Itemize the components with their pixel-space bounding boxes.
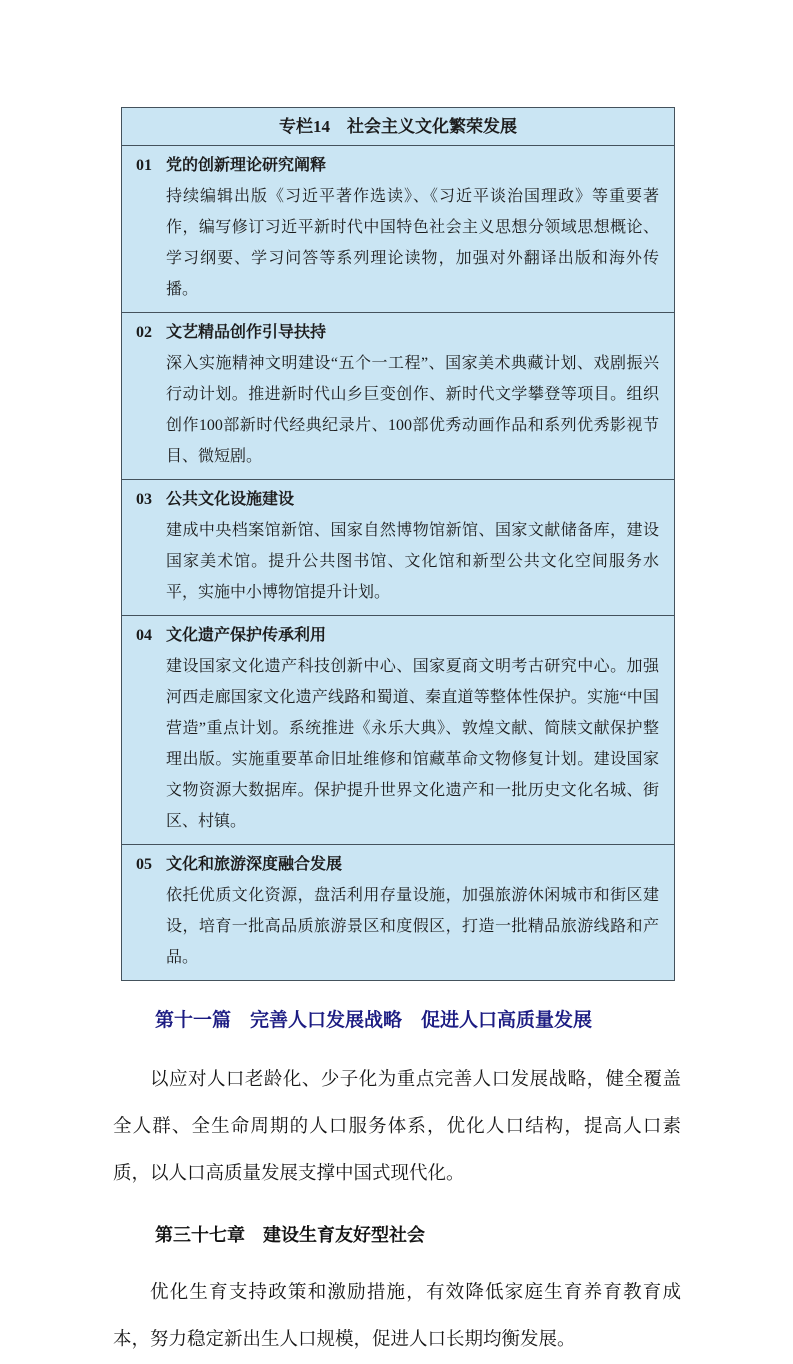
section-title: 文化遗产保护传承利用 <box>166 627 327 644</box>
panel-section-05 <box>122 844 674 980</box>
section-heading-row <box>136 317 659 348</box>
chapter-37-paragraph: 优化生育支持政策和激励措施，有效降低家庭生育养育教育成本，努力稳定新出生人口规模，促进人口长期均衡发展。 <box>113 1283 681 1350</box>
section-title: 文艺精品创作引导扶持 <box>166 324 327 341</box>
panel-section-03 <box>122 479 674 615</box>
column-14-panel <box>121 107 675 981</box>
panel-section-01 <box>122 145 674 312</box>
section-number: 02 <box>136 324 152 341</box>
part-11-paragraph: 以应对人口老龄化、少子化为重点完善人口发展战略，健全覆盖全人群、全生命周期的人口服务体系，优化人口结构，提高人口素质，以人口高质量发展支撑中国式现代化。 <box>113 1070 681 1184</box>
page-content <box>113 107 681 1364</box>
section-body: 建成中央档案馆新馆、国家自然博物馆新馆、国家文献储备库，建设国家美术馆。提升公共图书馆、文化馆和新型公共文化空间服务水平，实施中小博物馆提升计划。 <box>166 522 659 601</box>
section-body: 建设国家文化遗产科技创新中心、国家夏商文明考古研究中心。加强河西走廊国家文化遗产线路和蜀道、秦直道等整体性保护。实施“中国营造”重点计划。系统推进《永乐大典》、敦煌文献、简牍文献保护整理出版。实施重要革命旧址维修和馆藏革命文物修复计划。建设国家文物资源大数据库。保护提升世界文化遗产和一批历史文化名城、街区、村镇。 <box>166 658 659 830</box>
panel-section-04 <box>122 615 674 844</box>
panel-section-02 <box>122 312 674 479</box>
section-number: 01 <box>136 157 152 174</box>
section-title: 公共文化设施建设 <box>166 491 295 508</box>
section-number: 03 <box>136 491 152 508</box>
section-number: 05 <box>136 856 152 873</box>
chapter-37-heading: 第三十七章 建设生育友好型社会 <box>155 1225 425 1245</box>
section-body: 深入实施精神文明建设“五个一工程”、国家美术典藏计划、戏剧振兴行动计划。推进新时代山乡巨变创作、新时代文学攀登等项目。组织创作100部新时代经典纪录片、100部优秀动画作品和系列优秀影视节目、微短剧。 <box>166 355 659 465</box>
panel-title: 专栏14 社会主义文化繁荣发展 <box>279 117 517 136</box>
section-heading-row <box>136 150 659 181</box>
section-heading-row <box>136 484 659 515</box>
section-body: 依托优质文化资源，盘活利用存量设施，加强旅游休闲城市和街区建设，培育一批高品质旅游景区和度假区，打造一批精品旅游线路和产品。 <box>166 887 659 966</box>
section-title: 党的创新理论研究阐释 <box>166 157 327 174</box>
part-11-heading: 第十一篇 完善人口发展战略 促进人口高质量发展 <box>155 1010 593 1031</box>
section-body: 持续编辑出版《习近平著作选读》、《习近平谈治国理政》等重要著作，编写修订习近平新时代中国特色社会主义思想分领域思想概论、学习纲要、学习问答等系列理论读物，加强对外翻译出版和海外传播。 <box>166 188 659 298</box>
section-title: 文化和旅游深度融合发展 <box>166 856 343 873</box>
section-heading-row <box>136 620 659 651</box>
section-heading-row <box>136 849 659 880</box>
section-number: 04 <box>136 627 152 644</box>
